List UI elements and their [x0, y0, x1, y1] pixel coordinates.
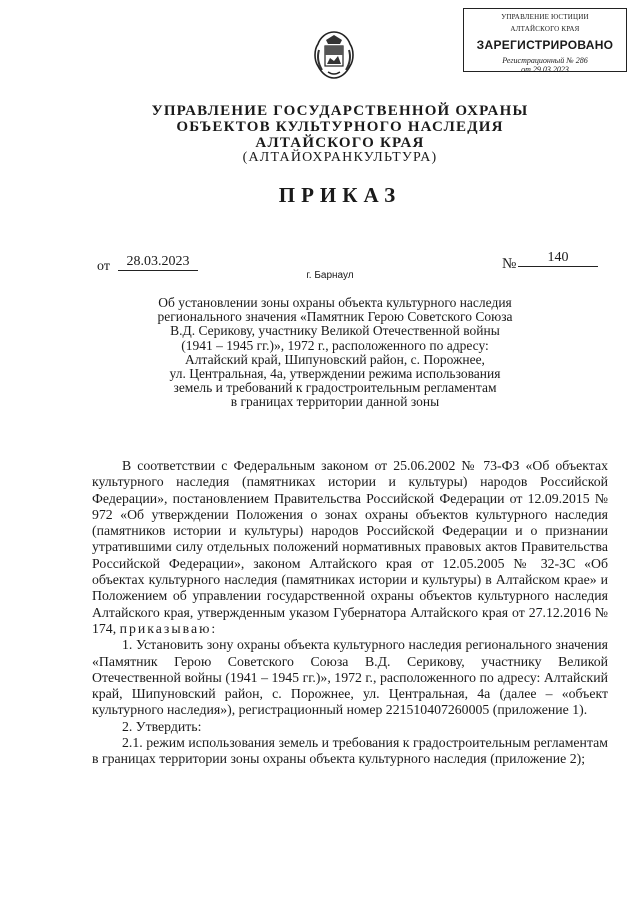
stamp-status: ЗАРЕГИСТРИРОВАНО	[476, 38, 614, 52]
order-title-line: (1941 – 1945 гг.)», 1972 г., расположенного по адресу:	[181, 337, 489, 353]
order-phrase: приказываю:	[119, 620, 218, 636]
preamble-paragraph	[92, 458, 608, 637]
stamp-reg-date: от 29.03.2023	[521, 65, 569, 74]
registration-stamp	[463, 8, 627, 72]
order-title-line: Об установлении зоны охраны объекта культурного наследия	[158, 295, 512, 310]
document-type-title: ПРИКАЗ	[278, 183, 402, 207]
date-label: от	[97, 259, 110, 274]
clause-2-1: 2.1. режим использования земель и требования к градостроительным регламентам в границах территории зоны охраны объекта культурного наследия (приложение 2);	[92, 735, 608, 767]
order-title-line: регионального значения «Памятник Герою Советского Союза	[157, 309, 513, 325]
stamp-reg-number: Регистрационный № 286	[502, 56, 588, 65]
stamp-authority-line1: УПРАВЛЕНИЕ ЮСТИЦИИ	[501, 13, 589, 21]
order-title	[110, 296, 560, 410]
org-name-line2: ОБЪЕКТОВ КУЛЬТУРНОГО НАСЛЕДИЯ	[176, 119, 504, 135]
clause-2: 2. Утвердить:	[122, 718, 202, 734]
document-date: 28.03.2023	[118, 254, 198, 271]
order-title-line: В.Д. Серикову, участнику Великой Отечественной войны	[170, 323, 500, 339]
number-label: №	[502, 256, 517, 272]
org-name-line1: УПРАВЛЕНИЕ ГОСУДАРСТВЕННОЙ ОХРАНЫ	[151, 103, 529, 119]
city: г. Барнаул	[306, 270, 354, 281]
order-title-line: ул. Центральная, 4а, утверждении режима использования	[169, 366, 501, 382]
org-short-name: (АЛТАЙОХРАНКУЛЬТУРА)	[242, 150, 438, 165]
org-name-line3: АЛТАЙСКОГО КРАЯ	[255, 135, 425, 151]
clause-1: 1. Установить зону охраны объекта культурного наследия регионального значения «Памятник Герою Советского Союза В.Д. Серикову, участнику Великой Отечественной войны (1941 – 1945 гг.)», 1972 г., расположенного по адресу: Алтайский край, Шипуновский район, с. Порожнее, ул. Центральная, 4а (далее – «объект культурного наследия»), регистрационный номер 221510407260005 (приложение 1).	[92, 637, 608, 718]
order-title-line: Алтайский край, Шипуновский район, с. Порожнее,	[185, 351, 485, 367]
coat-of-arms-icon	[312, 30, 356, 80]
document-number: 140	[518, 250, 598, 267]
order-body	[92, 458, 608, 768]
preamble-text: В соответствии с Федеральным законом от 25.06.2002 № 73-ФЗ «Об объектах культурного наследия (памятниках истории и культуры) народов Российской Федерации», постановлением Правительства Российской Федерации от 12.09.2015 № 972 «Об утверждении Положения о зонах охраны объектов культурного наследия (памятников истории и культуры) народов Российской Федерации и о признании утратившими силу отдельных положений нормативных правовых актов Правительства Российской Федерации», законом Алтайского края от 12.05.2005 № 32-ЗС «Об объектах культурного наследия (памятниках истории и культуры) в Алтайском крае» и Положением об управлении государственной охраны объектов культурного наследия Алтайского края, утвержденным указом Губернатора Алтайского края от 27.12.2016 № 174,	[92, 458, 608, 636]
order-title-line: земель и требований к градостроительным регламентам	[173, 380, 497, 396]
stamp-authority-line2: АЛТАЙСКОГО КРАЯ	[510, 25, 580, 33]
order-title-line: в границах территории данной зоны	[230, 394, 440, 410]
